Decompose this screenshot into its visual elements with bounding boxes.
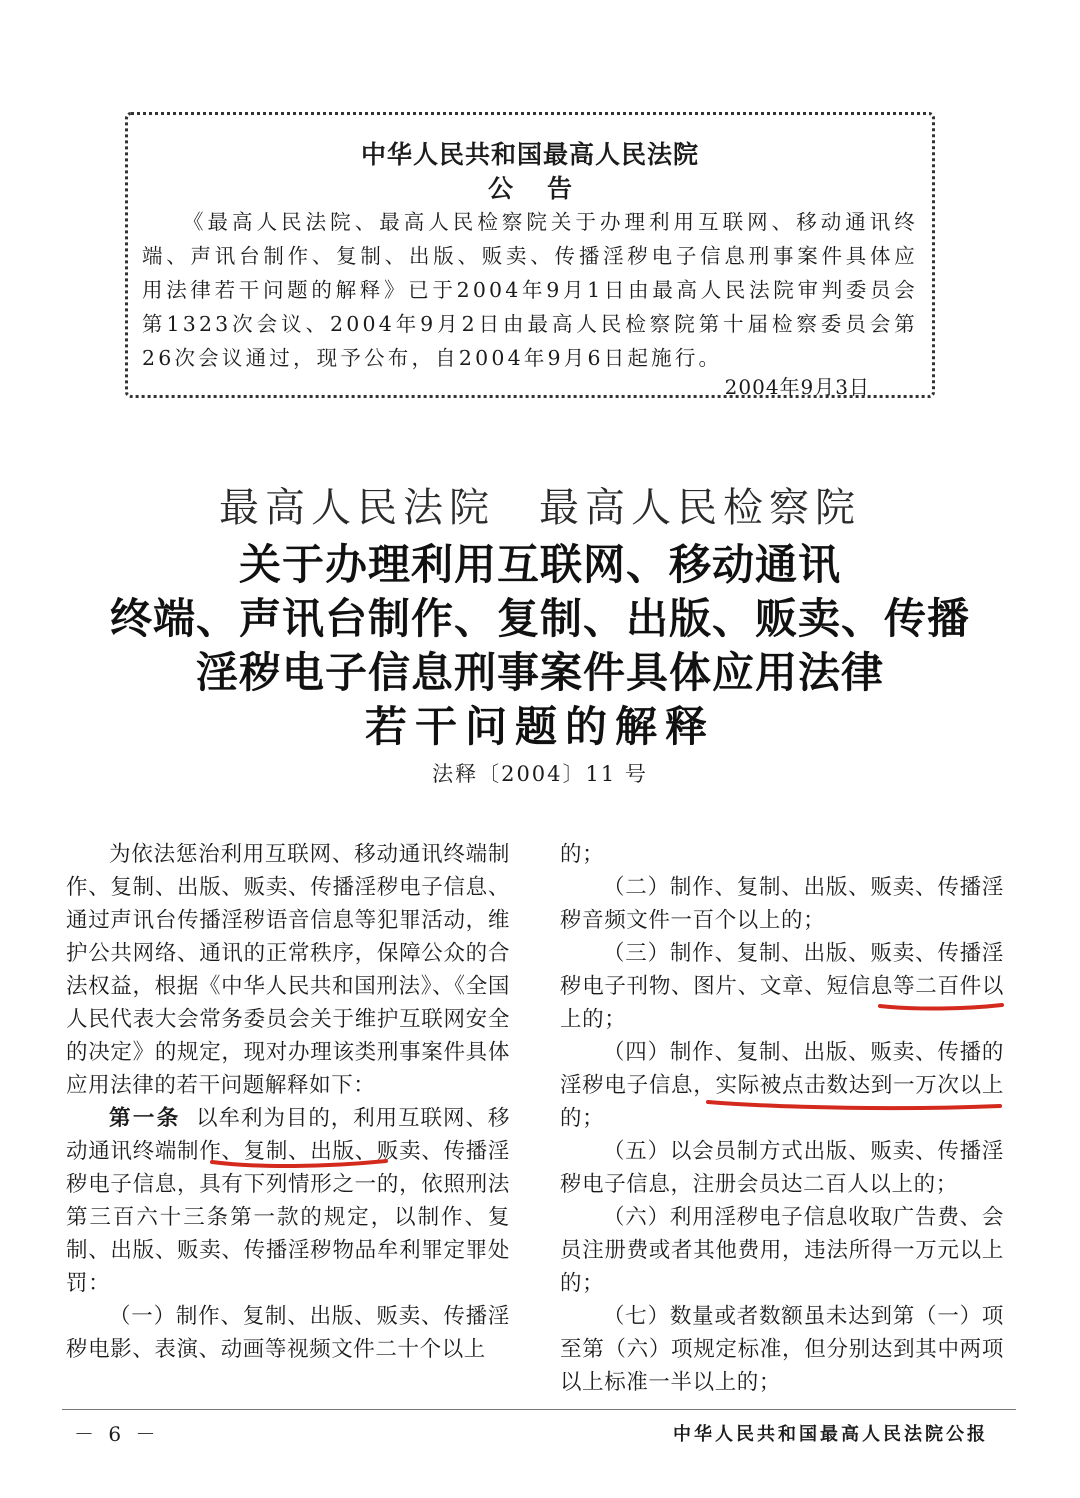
- preamble-paragraph: 为依法惩治利用互联网、移动通讯终端制作、复制、出版、贩卖、传播淫秽电子信息、通过声讯台传播淫秽语音信息等犯罪活动，维护公共网络、通讯的正常秩序，保障公众的合法权益，根据《中华人民共和国刑法》、《全国人民代表大会常务委员会关于维护互联网安全的决定》的规定，现对办理该类刑事案件具体应用法律的若干问题解释如下：: [66, 842, 510, 1098]
- issuer-procuratorate: 最高人民检察院: [539, 485, 861, 531]
- item-4-highlight: 实际被点击数达到一万次以: [715, 1073, 982, 1098]
- publication-name: 中华人民共和国最高人民法院公报: [673, 1424, 988, 1445]
- item-4-end: 上的；: [560, 1073, 1005, 1131]
- item-2-paragraph: （二）制作、复制、出版、贩卖、传播淫秽音频文件一百个以上的；: [560, 875, 1004, 933]
- item-3-highlight: 二百件以: [915, 974, 1004, 999]
- article-1-paragraph: [66, 1102, 510, 1300]
- doc-title-line-3: 淫秽电子信息刑事案件具体应用法律: [195, 648, 884, 697]
- item-3-paragraph: [560, 937, 1004, 1036]
- document-number: 法释〔2004〕11 号: [432, 762, 648, 786]
- item-1-paragraph: （一）制作、复制、出版、贩卖、传播淫秽电影、表演、动画等视频文件二十个以上: [66, 1304, 510, 1362]
- item-4-paragraph: [560, 1036, 1004, 1135]
- announcement-subtitle: 公告: [487, 174, 606, 203]
- footer-divider: [62, 1409, 1016, 1410]
- doc-title-line-4: 若干问题的解释: [364, 702, 715, 751]
- item-6-paragraph: （六）利用淫秽电子信息收取广告费、会员注册费或者其他费用，违法所得一万元以上的；: [560, 1205, 1004, 1296]
- page-number: － 6 －: [74, 1422, 160, 1446]
- item-1-continuation: 的；: [560, 842, 605, 867]
- article-1-highlight: 以牟利为目的: [196, 1106, 331, 1131]
- right-column: [560, 838, 1004, 1399]
- doc-title-line-1: 关于办理利用互联网、移动通讯: [238, 540, 841, 589]
- announcement-title: 中华人民共和国最高人民法院: [360, 140, 699, 169]
- issuer-court: 最高人民法院: [219, 485, 495, 531]
- left-column: [66, 838, 510, 1366]
- item-3-end: 上的；: [560, 1007, 627, 1032]
- announcement-date: 2004年9月3日: [724, 375, 870, 399]
- article-1-label: 第一条: [109, 1106, 181, 1131]
- item-7-paragraph: （七）数量或者数额虽未达到第（一）项至第（六）项规定标准，但分别达到其中两项以上标准一半以上的；: [560, 1304, 1004, 1395]
- item-4-text: （四）制作、复制、出版、贩卖、传播的淫秽电子信息，: [560, 1040, 1004, 1098]
- doc-title-line-2: 终端、声讯台制作、复制、出版、贩卖、传播: [109, 594, 970, 643]
- announcement-body: 《最高人民法院、最高人民检察院关于办理利用互联网、移动通讯终端、声讯台制作、复制、出版、贩卖、传播淫秽电子信息刑事案件具体应用法律若干问题的解释》已于2004年9月1日由最高人民法院审判委员会第1323次会议、2004年9月2日由最高人民检察院第十届检察委员会第26次会议通过，现予公布，自2004年9月6日起施行。: [142, 210, 918, 370]
- issuing-authorities: [0, 476, 1080, 533]
- item-5-paragraph: （五）以会员制方式出版、贩卖、传播淫秽电子信息，注册会员达二百人以上的；: [560, 1139, 1004, 1197]
- item-3-text: （三）制作、复制、出版、贩卖、传播淫秽电子刊物、图片、文章、短信息等: [560, 941, 1004, 999]
- article-1-text: ，利用互联网、移动通讯终端制作、复制、出版、贩卖、传播淫秽电子信息，具有下列情形之一的，依照刑法第三百六十三条第一款的规定，以制作、复制、出版、贩卖、传播淫秽物品牟利罪定罪处罚：: [66, 1106, 510, 1296]
- announcement-box: [125, 112, 935, 398]
